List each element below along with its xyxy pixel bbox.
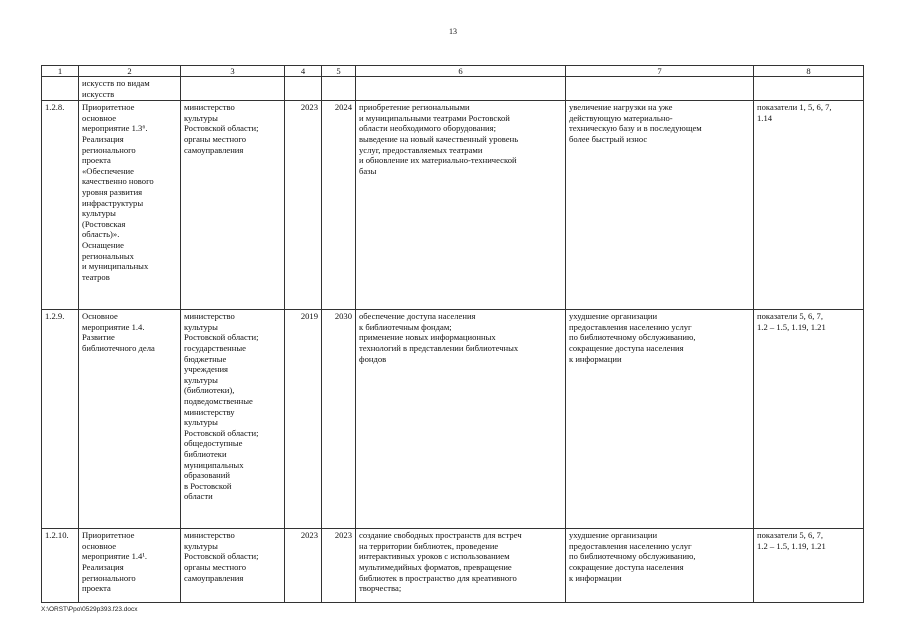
column-number: 3 xyxy=(181,66,285,77)
expected-result: создание свободных пространств для встреч на территории библиотек, проведение интерактивных уроков с использованием мультимедийных форматов, превращение библиотек в пространство для креативного творчества; xyxy=(356,529,566,603)
expected-result: обеспечение доступа населения к библиотечным фондам; применение новых информационных технологий в представлении библиотечных фондов xyxy=(356,310,566,529)
executor: министерство культуры Ростовской области; государственные бюджетные учреждения культуры (библиотеки), подведомственные министерству культуры Ростовской области; общедоступные библиотеки муниципальных образований в Ростовской области xyxy=(181,310,285,529)
executor: министерство культуры Ростовской области; органы местного самоуправления xyxy=(181,529,285,603)
row-number: 1.2.9. xyxy=(42,310,79,529)
expected-result: приобретение региональными и муниципальными театрами Ростовской области необходимого оборудования; выведение на новый качественный уровень услуг, предоставляемых театрами и обновление их материально-технической базы xyxy=(356,101,566,310)
measure-name: Приоритетное основное мероприятие 1.3⁶. Реализация регионального проекта «Обеспечение качественно нового уровня развития инфраструктуры культуры (Ростовская область)». Оснащение региональных и муниципальных театров xyxy=(79,101,181,310)
column-number: 7 xyxy=(566,66,754,77)
page-number: 13 xyxy=(449,27,457,36)
table-row xyxy=(42,529,864,603)
row-number xyxy=(42,77,79,101)
indicators: показатели 5, 6, 7, 1.2 – 1.5, 1.19, 1.21 xyxy=(754,529,864,603)
indicators xyxy=(754,77,864,101)
end-year: 2024 xyxy=(322,101,356,310)
executor: министерство культуры Ростовской области; органы местного самоуправления xyxy=(181,101,285,310)
expected-result xyxy=(356,77,566,101)
measure-name: Приоритетное основное мероприятие 1.4¹. Реализация регионального проекта xyxy=(79,529,181,603)
consequences xyxy=(566,77,754,101)
column-number: 2 xyxy=(79,66,181,77)
start-year xyxy=(285,77,322,101)
column-number: 8 xyxy=(754,66,864,77)
table-row xyxy=(42,77,864,101)
indicators: показатели 5, 6, 7, 1.2 – 1.5, 1.19, 1.21 xyxy=(754,310,864,529)
table-row xyxy=(42,101,864,310)
executor xyxy=(181,77,285,101)
column-number: 4 xyxy=(285,66,322,77)
indicators: показатели 1, 5, 6, 7, 1.14 xyxy=(754,101,864,310)
start-year: 2023 xyxy=(285,529,322,603)
measure-name: искусств по видам искусств xyxy=(79,77,181,101)
consequences: ухудшение организации предоставления населению услуг по библиотечному обслуживанию, сокращение доступа населения к информации xyxy=(566,529,754,603)
consequences: увеличение нагрузки на уже действующую материально- техническую базу и в последующем более быстрый износ xyxy=(566,101,754,310)
end-year: 2023 xyxy=(322,529,356,603)
end-year: 2030 xyxy=(322,310,356,529)
column-number: 6 xyxy=(356,66,566,77)
consequences: ухудшение организации предоставления населению услуг по библиотечному обслуживанию, сокращение доступа населения к информации xyxy=(566,310,754,529)
row-number: 1.2.10. xyxy=(42,529,79,603)
row-number: 1.2.8. xyxy=(42,101,79,310)
start-year: 2019 xyxy=(285,310,322,529)
start-year: 2023 xyxy=(285,101,322,310)
column-numbers-row xyxy=(42,66,864,77)
measures-table xyxy=(41,65,864,603)
end-year xyxy=(322,77,356,101)
measure-name: Основное мероприятие 1.4. Развитие библиотечного дела xyxy=(79,310,181,529)
column-number: 5 xyxy=(322,66,356,77)
column-number: 1 xyxy=(42,66,79,77)
table-row xyxy=(42,310,864,529)
file-path-footer: X:\ORST\Ppo\0529p393.f23.docx xyxy=(41,606,138,613)
